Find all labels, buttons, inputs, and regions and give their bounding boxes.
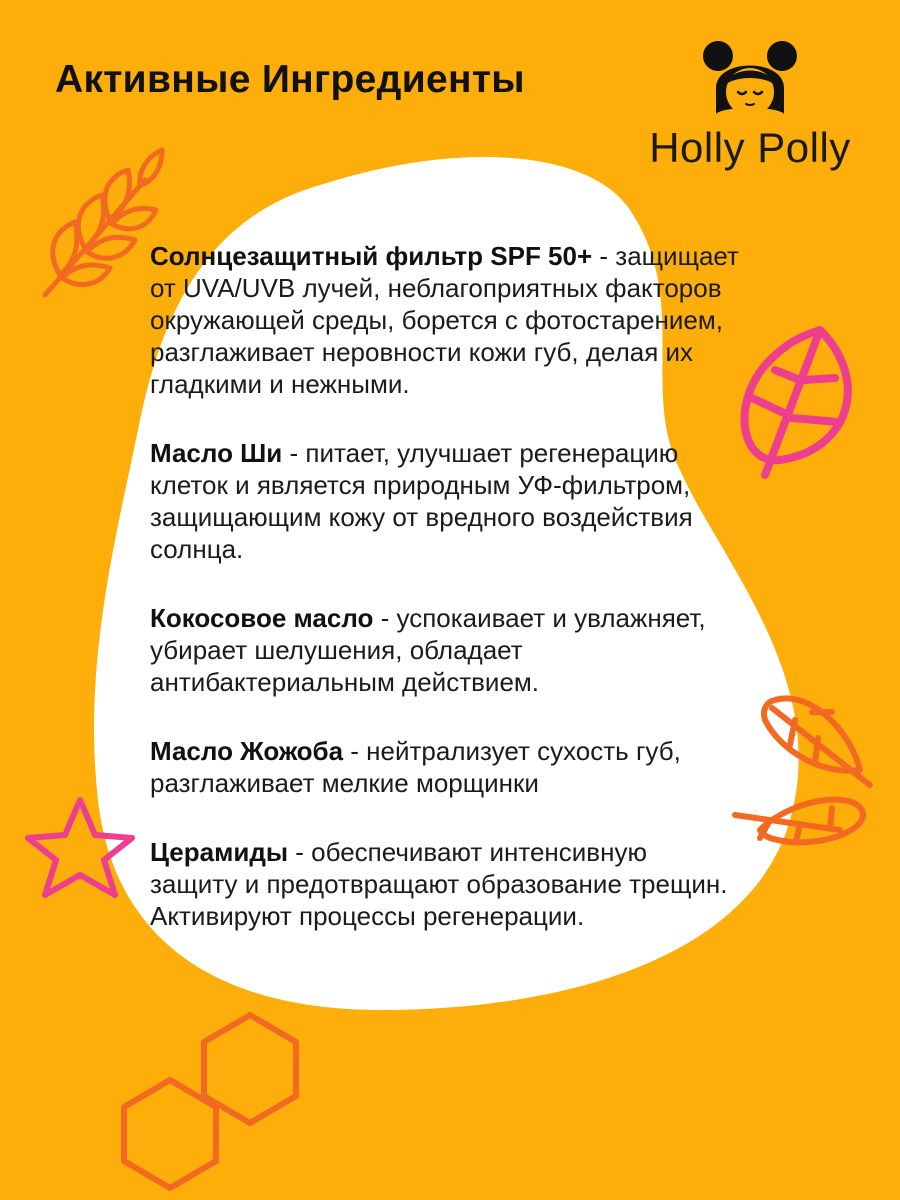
wheat-icon — [45, 150, 162, 295]
ingredient-name: Солнцезащитный фильтр SPF 50+ — [150, 241, 593, 271]
ingredient-description: - защищает от UVA/UVB лучей, неблагоприятных факторов окружающей среды, борется с фотостарением, разглаживает неровности кожи губ, делая их гладкими и нежными. — [150, 241, 739, 399]
leaf-icon — [745, 330, 848, 475]
ingredient-description: - питает, улучшает регенерацию клеток и является природным УФ-фильтром, защищающим кожу от вредного воздействия солнца. — [150, 438, 693, 564]
ingredient-description: - нейтрализует сухость губ, разглаживает мелкие морщинки — [150, 736, 681, 798]
hexagon-icon — [124, 1080, 216, 1188]
ingredient-item — [150, 602, 740, 698]
ingredient-name: Масло Жожоба — [150, 736, 344, 766]
ingredient-item — [150, 437, 740, 565]
ingredient-name: Масло Ши — [150, 438, 283, 468]
ingredient-item — [150, 836, 740, 932]
brand-name: Holly Polly — [649, 124, 851, 171]
ingredient-name: Церамиды — [150, 837, 289, 867]
page-title: Активные Ингредиенты — [55, 58, 525, 101]
ingredient-item — [150, 240, 740, 400]
feather-icon — [735, 800, 863, 843]
star-icon — [28, 800, 132, 895]
ingredients-list — [150, 240, 740, 969]
ingredient-name: Кокосовое масло — [150, 603, 374, 633]
ingredient-item — [150, 735, 740, 799]
feather-icon — [764, 698, 870, 785]
ingredient-description: - успокаивает и увлажняет, убирает шелушения, обладает антибактериальным действием. — [150, 603, 706, 697]
ingredient-description: - обеспечивают интенсивную защиту и предотвращают образование трещин. Активируют процессы регенерации. — [150, 837, 728, 931]
